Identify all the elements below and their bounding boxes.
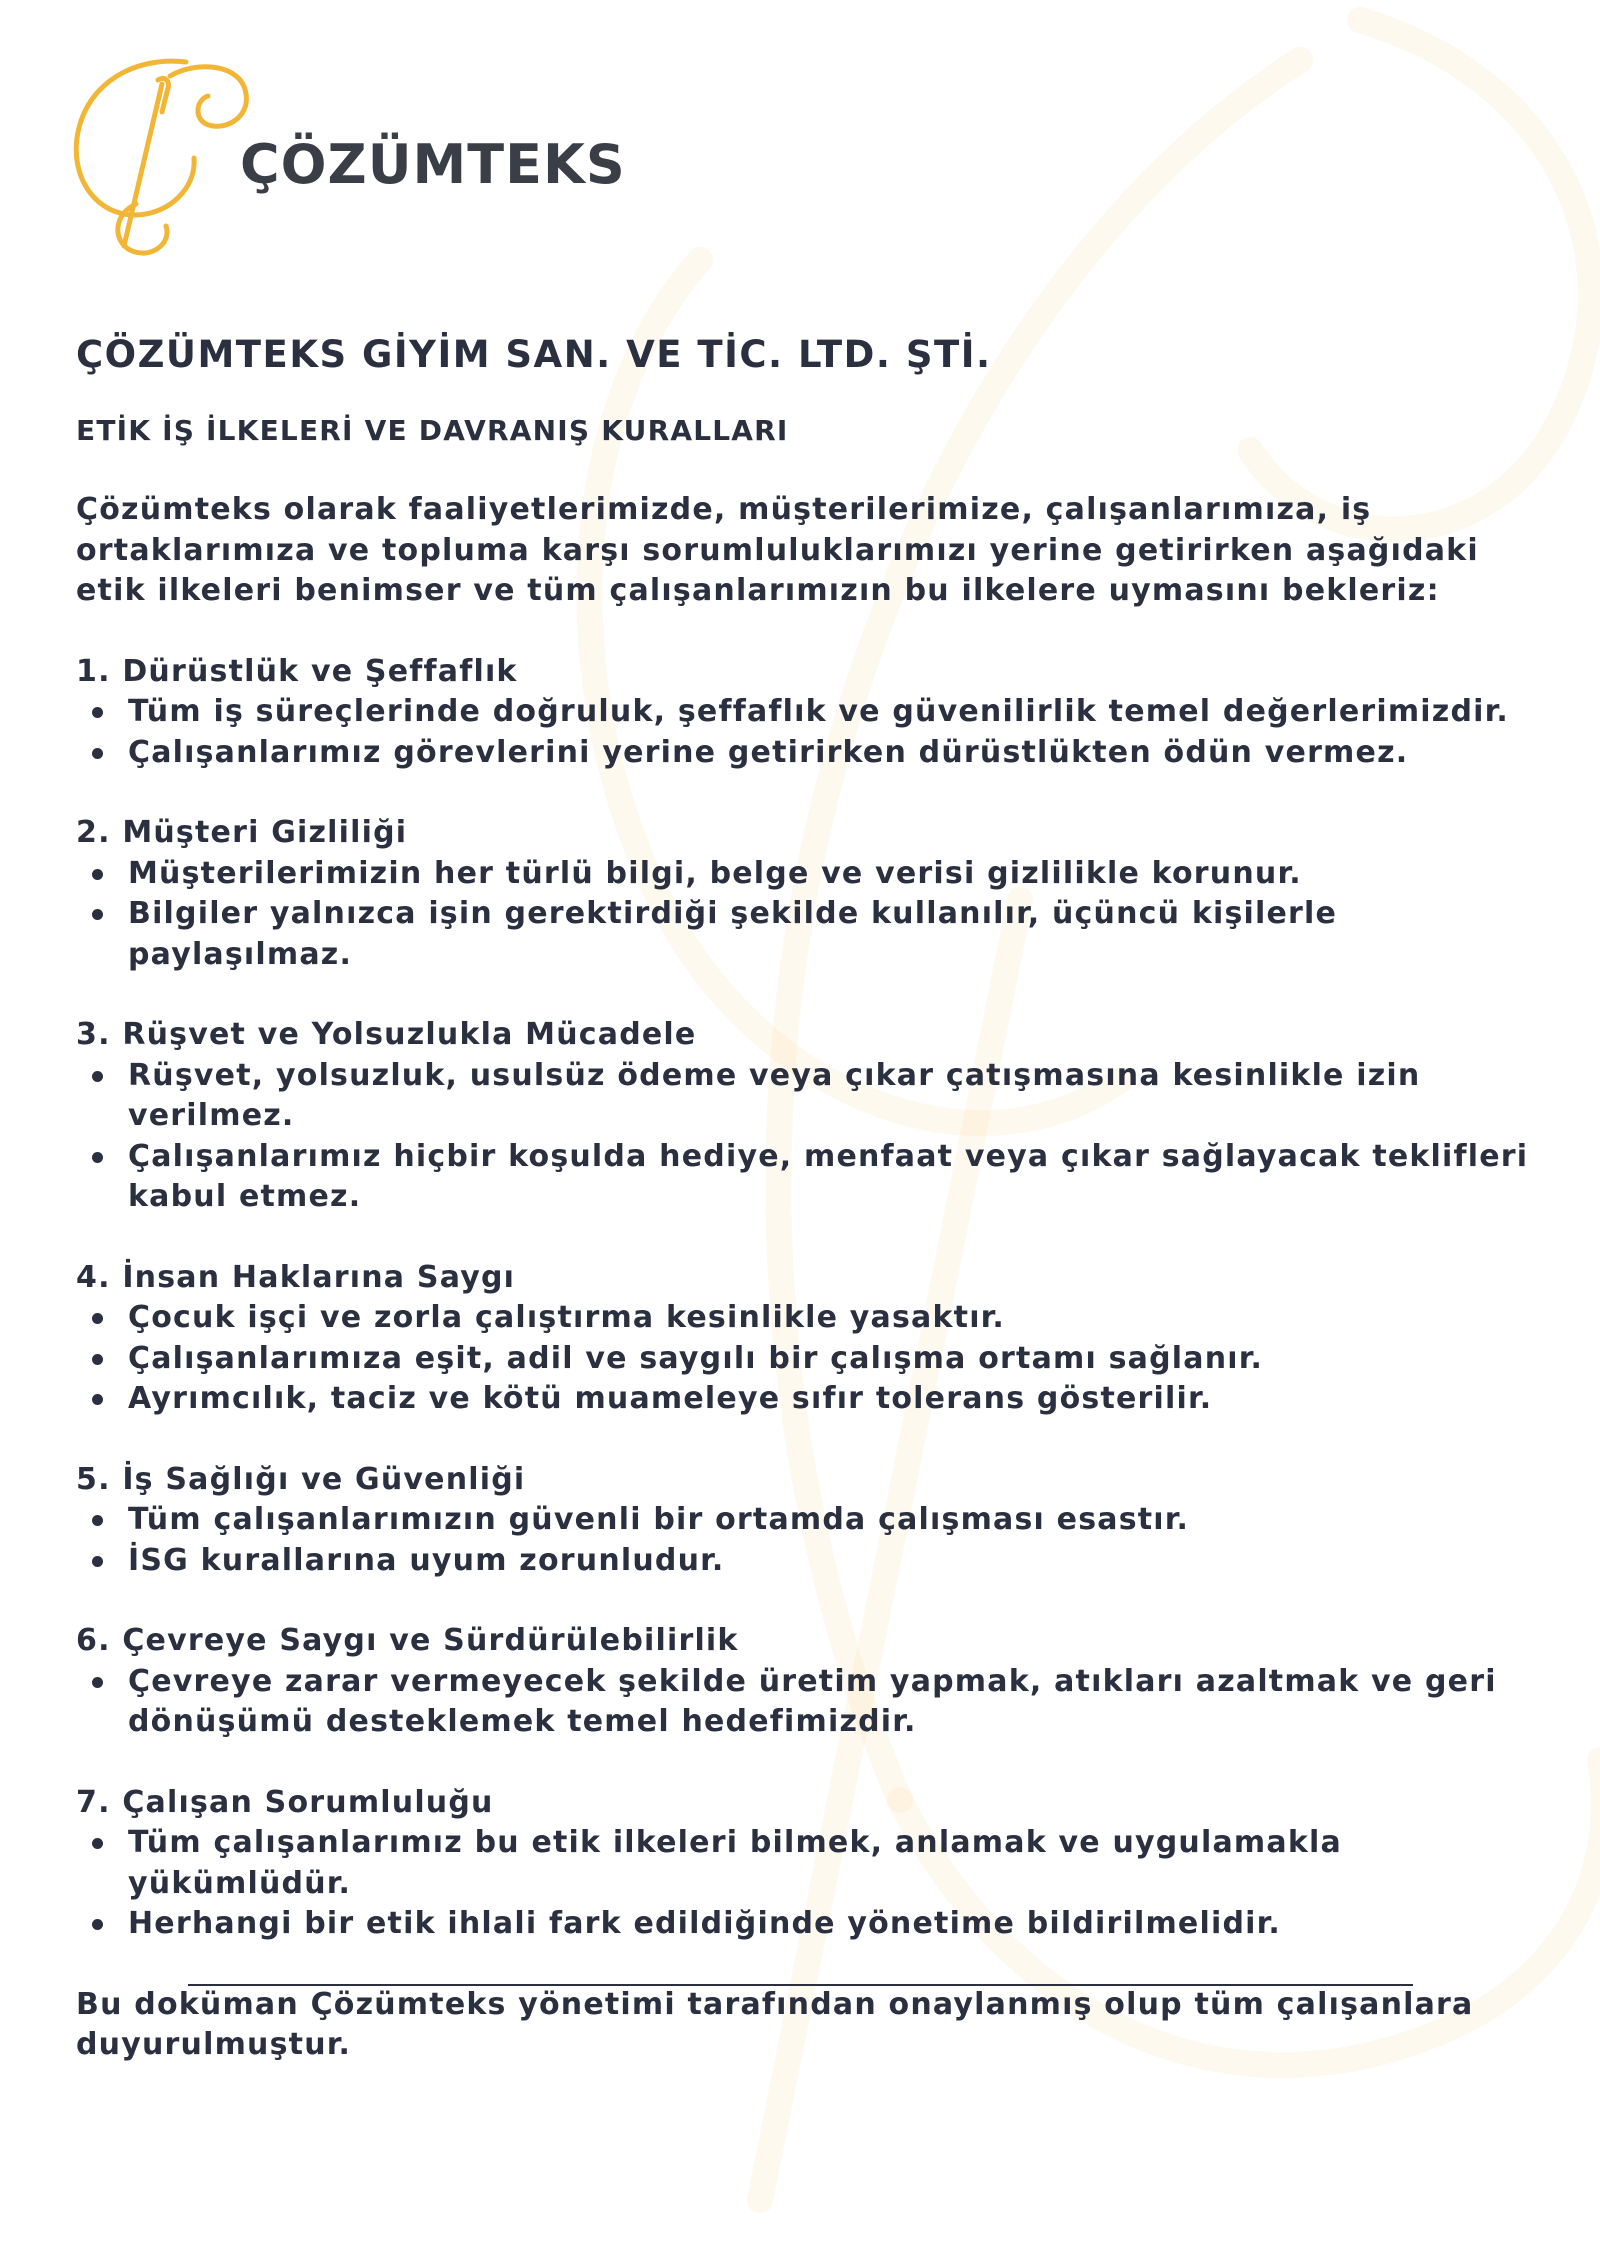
header — [66, 54, 766, 264]
list-item: Çalışanlarımız hiçbir koşulda hediye, menfaat veya çıkar sağlayacak teklifleri kabul etmez. — [76, 1137, 1536, 1218]
section-heading: 4. İnsan Haklarına Saygı — [76, 1259, 516, 1295]
bullet-list — [76, 1056, 1536, 1218]
bullet-list — [76, 1823, 1536, 1945]
list-item: Herhangi bir etik ihlali fark edildiğinde yönetime bildirilmelidir. — [76, 1904, 1536, 1945]
section-heading: 2. Müşteri Gizliliği — [76, 815, 408, 850]
list-item: Müşterilerimizin her türlü bilgi, belge ve verisi gizlilikle korunur. — [76, 854, 1536, 895]
signature-line — [188, 1984, 1413, 1986]
bullet-list — [76, 1500, 1536, 1581]
document-body — [76, 325, 1536, 2066]
company-title: ÇÖZÜMTEKS GİYİM SAN. VE TİC. LTD. ŞTİ. — [76, 333, 992, 376]
list-item: Rüşvet, yolsuzluk, usulsüz ödeme veya çıkar çatışmasına kesinlikle izin verilmez. — [76, 1056, 1536, 1137]
section-heading: 3. Rüşvet ve Yolsuzlukla Mücadele — [76, 1017, 697, 1052]
closing-statement: Bu doküman Çözümteks yönetimi tarafından onaylanmış olup tüm çalışanlara duyurulmuştur. — [76, 1986, 1474, 2062]
document-title: ETİK İŞ İLKELERİ VE DAVRANIŞ KURALLARI — [76, 414, 789, 447]
section-heading: 6. Çevreye Saygı ve Sürdürülebilirlik — [76, 1623, 739, 1658]
bullet-list — [76, 1298, 1536, 1420]
bullet-list — [76, 854, 1536, 976]
list-item: Çalışanlarımıza eşit, adil ve saygılı bir çalışma ortamı sağlanır. — [76, 1339, 1536, 1380]
section-honesty — [76, 652, 1536, 774]
brand-name: ÇÖZÜMTEKS — [240, 133, 626, 196]
list-item: Tüm çalışanlarımızın güvenli bir ortamda çalışması esastır. — [76, 1500, 1536, 1541]
section-human-rights — [76, 1258, 1536, 1420]
bullet-list — [76, 692, 1536, 773]
section-health-safety — [76, 1460, 1536, 1582]
section-anti-bribery — [76, 1015, 1536, 1218]
section-heading: 1. Dürüstlük ve Şeffaflık — [76, 653, 518, 689]
list-item: Bilgiler yalnızca işin gerektirdiği şekilde kullanılır, üçüncü kişilerle paylaşılmaz. — [76, 894, 1536, 975]
list-item: Tüm iş süreçlerinde doğruluk, şeffaflık ve güvenilirlik temel değerlerimizdir. — [76, 692, 1536, 733]
list-item: İSG kurallarına uyum zorunludur. — [76, 1541, 1536, 1582]
intro-paragraph: Çözümteks olarak faaliyetlerimizde, müşterilerimize, çalışanlarımıza, iş ortaklarımıza ve topluma karşı sorumluluklarımızı yerine getirirken aşağıdaki etik ilkeleri benimser ve tüm çalışanlarımızın bu ilkelere uymasını bekleriz: — [76, 492, 1479, 608]
list-item: Çevreye zarar vermeyecek şekilde üretim yapmak, atıkları azaltmak ve geri dönüşümü desteklemek temel hedefimizdir. — [76, 1662, 1536, 1743]
list-item: Ayrımcılık, taciz ve kötü muameleye sıfır tolerans gösterilir. — [76, 1379, 1536, 1420]
list-item: Tüm çalışanlarımız bu etik ilkeleri bilmek, anlamak ve uygulamakla yükümlüdür. — [76, 1823, 1536, 1904]
section-environment — [76, 1621, 1536, 1743]
section-employee-responsibility — [76, 1783, 1536, 1945]
section-heading: 5. İş Sağlığı ve Güvenliği — [76, 1461, 526, 1497]
needle-and-thread-logo-icon — [66, 54, 256, 264]
list-item: Çocuk işçi ve zorla çalıştırma kesinlikle yasaktır. — [76, 1298, 1536, 1339]
list-item: Çalışanlarımız görevlerini yerine getirirken dürüstlükten ödün vermez. — [76, 733, 1536, 774]
section-customer-privacy — [76, 813, 1536, 975]
bullet-list — [76, 1662, 1536, 1743]
section-heading: 7. Çalışan Sorumluluğu — [76, 1784, 494, 1820]
